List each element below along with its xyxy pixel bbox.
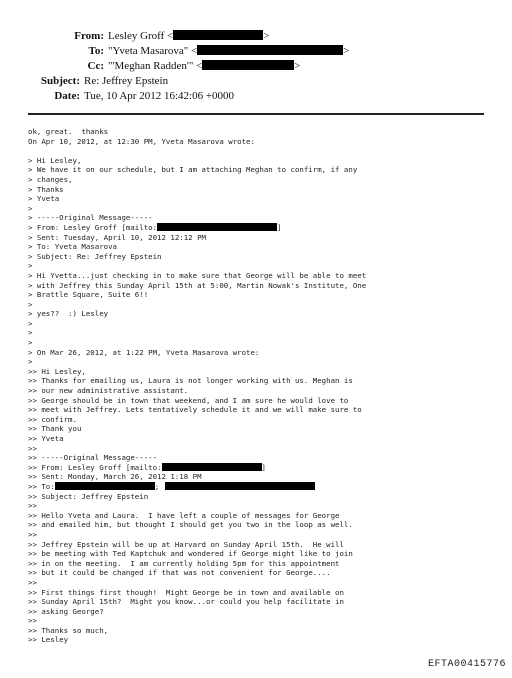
body-line-text: >> confirm. bbox=[28, 414, 77, 424]
body-line-text: >> Sunday April 15th? Might you know...or could you help facilitate in bbox=[28, 597, 344, 607]
body-line-text: >> bbox=[28, 501, 37, 511]
body-line bbox=[28, 597, 498, 607]
body-line-text: >> but it could be changed if that was not convenient for George.... bbox=[28, 568, 331, 578]
body-line bbox=[28, 127, 498, 137]
body-line: > From: Lesley Groff [mailto: ] bbox=[28, 222, 282, 232]
body-line-text: >> Hi Lesley, bbox=[28, 366, 86, 376]
body-line bbox=[28, 367, 498, 377]
body-line-text: >> Thanks for emailing us, Laura is not longer working with us. Meghan is bbox=[28, 376, 353, 386]
body-line bbox=[28, 511, 498, 521]
body-line-text: > bbox=[28, 328, 33, 338]
body-line bbox=[28, 348, 498, 358]
body-line bbox=[28, 434, 498, 444]
body-line bbox=[28, 578, 498, 588]
body-line bbox=[28, 185, 498, 195]
body-line-text: > Thanks bbox=[28, 184, 64, 194]
body-line bbox=[28, 549, 498, 559]
body-line-text: > To: Yveta Masarova bbox=[28, 242, 117, 252]
body-line bbox=[28, 146, 498, 156]
body-line-text: >> First things first though! Might George be in town and available on bbox=[28, 587, 344, 597]
body-line bbox=[28, 540, 498, 550]
body-line bbox=[28, 328, 498, 338]
body-line-text: >> be meeting with Ted Kaptchuk and wondered if George might like to join bbox=[28, 549, 353, 559]
body-line bbox=[28, 137, 498, 147]
date-value: Tue, 10 Apr 2012 16:42:06 +0000 bbox=[84, 90, 235, 102]
body-line-text: > bbox=[28, 261, 33, 271]
body-line bbox=[28, 472, 498, 482]
body-line-text: > We have it on our schedule, but I am attaching Meghan to confirm, if any bbox=[28, 165, 358, 175]
body-line bbox=[28, 568, 498, 578]
body-line bbox=[28, 616, 498, 626]
body-line-text: > From: Lesley Groff [mailto: bbox=[28, 222, 158, 232]
body-line-text: >> bbox=[28, 616, 37, 626]
body-line bbox=[28, 492, 498, 502]
body-line-text: >> and emailed him, but thought I should get you two in the loop as well. bbox=[28, 520, 353, 530]
body-line-text: >> Yveta bbox=[28, 434, 64, 443]
to-value: "Yveta Masarova" < > bbox=[108, 45, 350, 57]
body-line bbox=[28, 607, 498, 617]
subject-label: Subject: bbox=[40, 75, 80, 87]
body-line bbox=[28, 376, 498, 386]
body-line-text: > Yveta bbox=[28, 194, 60, 204]
body-line bbox=[28, 300, 498, 310]
body-line bbox=[28, 520, 498, 530]
body-line-text: >> Jeffrey Epstein will be up at Harvard on Sunday April 15th. He will bbox=[28, 539, 344, 549]
body-line-text: >> To: bbox=[28, 481, 55, 491]
body-line bbox=[28, 242, 498, 252]
body-line-text: >> bbox=[28, 577, 37, 587]
body-line bbox=[28, 588, 498, 598]
body-line bbox=[28, 386, 498, 396]
body-line-text: >> Thank you bbox=[28, 424, 82, 434]
body-line-text: > On Mar 26, 2012, at 1:22 PM, Yveta Masarova wrote: bbox=[28, 347, 260, 357]
body-line bbox=[28, 319, 498, 329]
body-line bbox=[28, 290, 498, 300]
body-line-text: > bbox=[28, 357, 33, 367]
document-id: EFTA00415776 bbox=[427, 659, 506, 670]
body-line-text: >> Thanks so much, bbox=[28, 625, 109, 635]
body-line-text: >> From: Lesley Groff [mailto: bbox=[28, 462, 162, 472]
body-line-text: >> in on the meeting. I am currently holding 5pm for this appointment bbox=[28, 558, 340, 568]
body-line-text: >> meet with Jeffrey. Lets tentatively schedule it and we will make sure to bbox=[28, 405, 362, 415]
body-line-text: On Apr 10, 2012, at 12:30 PM, Yveta Masarova wrote: bbox=[28, 136, 255, 146]
body-line bbox=[28, 271, 498, 281]
body-line bbox=[28, 194, 498, 204]
cc-value: "'Meghan Radden'" < > bbox=[108, 60, 301, 72]
body-line bbox=[28, 233, 498, 243]
body-line-text: >> bbox=[28, 443, 37, 453]
redaction-block bbox=[55, 482, 155, 490]
body-line-text: >> George should be in town that weekend, and I am sure he would love to bbox=[28, 395, 349, 405]
body-line-text: > Subject: Re: Jeffrey Epstein bbox=[28, 251, 162, 261]
body-line bbox=[28, 357, 498, 367]
body-line bbox=[28, 165, 498, 175]
body-line-text: >> Subject: Jeffrey Epstein bbox=[28, 491, 149, 501]
redaction-block bbox=[162, 463, 262, 471]
body-line bbox=[28, 309, 498, 319]
body-line bbox=[28, 530, 498, 540]
body-line bbox=[28, 626, 498, 636]
body-line bbox=[28, 405, 498, 415]
body-line bbox=[28, 396, 498, 406]
redaction-block bbox=[202, 60, 294, 70]
body-line bbox=[28, 175, 498, 185]
body-line-text: > with Jeffrey this Sunday April 15th at 5:00, Martin Nowak's Institute, One bbox=[28, 280, 367, 290]
body-line-text: >> Lesley bbox=[28, 635, 69, 645]
cc-label: Cc: bbox=[87, 60, 104, 72]
body-line-text: ok, great. thanks bbox=[28, 127, 109, 136]
body-line-text: >> -----Original Message----- bbox=[28, 453, 158, 463]
body-line: >> From: Lesley Groff [mailto: ] bbox=[28, 462, 266, 472]
body-line-text: > bbox=[28, 318, 33, 328]
body-line-text: > Sent: Tuesday, April 10, 2012 12:12 PM bbox=[28, 232, 206, 242]
body-line-text: >> bbox=[28, 529, 37, 539]
email-body bbox=[28, 127, 498, 645]
body-line bbox=[28, 252, 498, 262]
body-line bbox=[28, 635, 498, 645]
body-line-text: > Hi Lesley, bbox=[28, 155, 82, 165]
body-line-text: > bbox=[28, 299, 33, 309]
body-line-text: > -----Original Message----- bbox=[28, 213, 153, 223]
redaction-block bbox=[173, 30, 263, 40]
redaction-block bbox=[197, 45, 343, 55]
from-label: From: bbox=[74, 30, 104, 42]
body-line: >> To: ; bbox=[28, 482, 498, 492]
body-line-text: > bbox=[28, 338, 33, 348]
body-line-text: >> Hello Yveta and Laura. I have left a couple of messages for George bbox=[28, 510, 340, 520]
body-line-text: > Hi Yvetta...just checking in to make sure that George will be able to meet bbox=[28, 270, 367, 280]
body-line bbox=[28, 453, 498, 463]
date-label: Date: bbox=[54, 90, 80, 102]
body-line bbox=[28, 338, 498, 348]
header-divider bbox=[28, 113, 484, 115]
body-line bbox=[28, 261, 498, 271]
body-line bbox=[28, 281, 498, 291]
body-line-text: >> our new administrative assistant. bbox=[28, 386, 189, 396]
to-label: To: bbox=[88, 45, 104, 57]
body-line-text: >> asking George? bbox=[28, 606, 104, 616]
body-line bbox=[28, 415, 498, 425]
body-line bbox=[28, 424, 498, 434]
body-line bbox=[28, 213, 498, 223]
body-line bbox=[28, 559, 498, 569]
body-line-text: > bbox=[28, 203, 33, 213]
body-line bbox=[28, 204, 498, 214]
redaction-block bbox=[165, 482, 315, 490]
body-line-text: > yes?? :) Lesley bbox=[28, 309, 109, 319]
from-value: Lesley Groff < > bbox=[108, 30, 270, 42]
body-line-text: > Brattle Square, Suite 6!! bbox=[28, 290, 149, 300]
subject-value: Re: Jeffrey Epstein bbox=[84, 75, 169, 87]
body-line-text: > changes, bbox=[28, 174, 73, 184]
body-line bbox=[28, 156, 498, 166]
body-line-text: >> Sent: Monday, March 26, 2012 1:18 PM bbox=[28, 472, 202, 482]
body-line bbox=[28, 444, 498, 454]
body-line bbox=[28, 501, 498, 511]
redaction-block bbox=[157, 223, 277, 231]
